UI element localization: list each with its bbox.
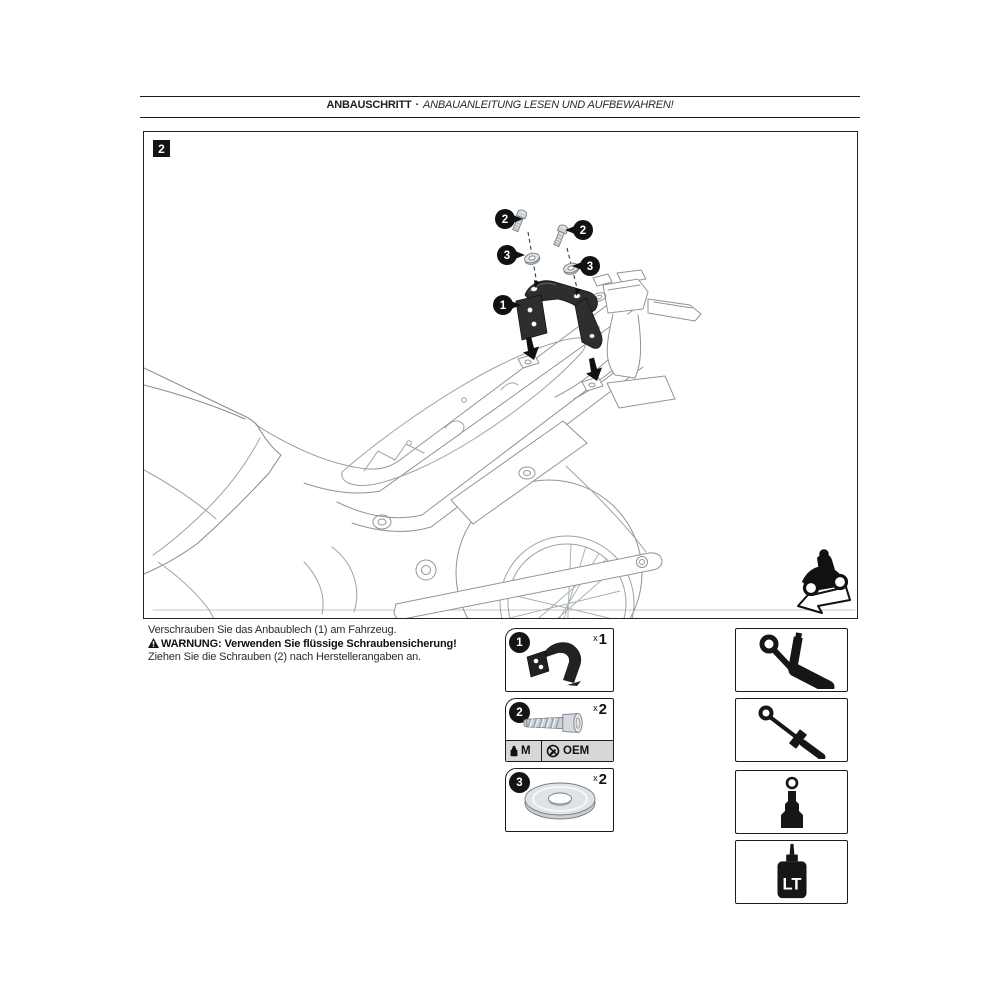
header-step-type: ANBAUSCHRITT [326, 99, 412, 111]
threadlocker-label: M [521, 745, 531, 757]
callout-screw-left: 2 [501, 214, 509, 226]
tool-item-torque-wrench [735, 698, 848, 762]
tool-item-threadlocker [735, 840, 848, 904]
torque-wrench-icon [742, 701, 842, 759]
part-number-badge: 1 [509, 632, 530, 653]
warning-label: WARNUNG: [161, 637, 222, 650]
callout-bracket: 1 [499, 300, 507, 312]
instruction-warning [148, 638, 500, 652]
header-notice: ANBAUANLEITUNG LESEN UND AUFBEWAHREN! [422, 99, 674, 111]
part-number-badge: 3 [509, 772, 530, 793]
instructions [148, 624, 500, 665]
header-separator: · [415, 99, 419, 111]
threadlocker-label-large: LT [782, 875, 801, 894]
motorcycle-line-art [144, 270, 855, 618]
part-quantity: x2 [593, 771, 607, 788]
step-number-badge: 2 [153, 140, 170, 157]
part-item-screw [505, 698, 614, 762]
bit-wrench-icon [742, 631, 842, 689]
threadlocker-spec-cell [506, 741, 542, 761]
part-item-washer [505, 768, 614, 832]
threadlocker-bottle-icon [510, 745, 518, 758]
part-item-bracket [505, 628, 614, 692]
part-quantity: x1 [593, 631, 607, 648]
instruction-line-1: Verschrauben Sie das Anbaublech (1) am Fahrzeug. [148, 624, 397, 636]
threadlocker-bottle-icon-large [742, 842, 842, 902]
callout-screw-right: 2 [579, 225, 587, 237]
torque-spec-strip [506, 740, 613, 761]
header-rule-top [140, 96, 860, 97]
riding-direction-icon [798, 549, 850, 613]
tool-item-bit-wrench [735, 628, 848, 692]
callout-washer-left: 3 [503, 250, 511, 262]
callout-washer-right: 3 [586, 261, 594, 273]
assembly-figure [143, 131, 858, 619]
bracket-image [506, 635, 613, 687]
washer-image [506, 773, 613, 829]
screw-image [506, 705, 613, 741]
header-rule-bottom [140, 117, 860, 118]
part-quantity: x2 [593, 701, 607, 718]
instruction-line-2: Ziehen Sie die Schrauben (2) nach Herstellerangaben an. [148, 651, 422, 663]
part-number-badge: 2 [509, 702, 530, 723]
tool-item-socket-adapter [735, 770, 848, 834]
warning-text: Verwenden Sie flüssige Schraubensicherung! [224, 637, 457, 650]
oem-label: OEM [563, 745, 590, 757]
oem-torque-cell [542, 741, 613, 761]
socket-adapter-icon [742, 773, 842, 831]
no-oem-icon [546, 744, 560, 758]
page-header [140, 99, 860, 111]
warning-icon [148, 638, 159, 648]
assembly-diagram-svg [144, 132, 857, 618]
